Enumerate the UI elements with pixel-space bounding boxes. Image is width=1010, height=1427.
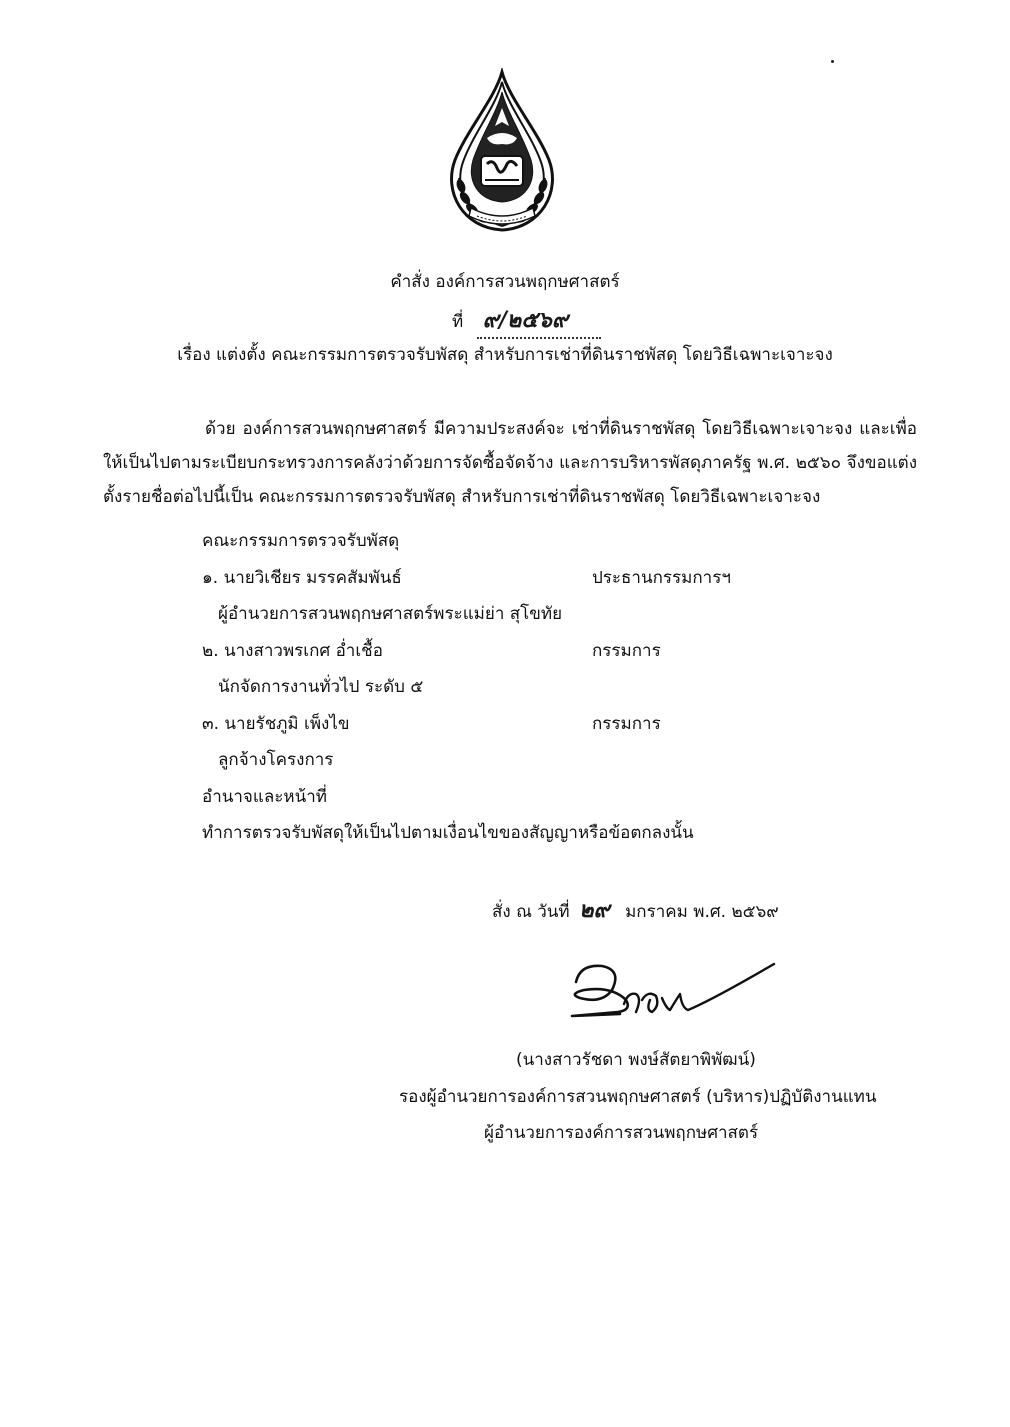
order-date <box>492 892 779 927</box>
member-role: กรรมการ <box>592 714 661 734</box>
signer-name: (นางสาวรัชดา พงษ์สัตยาพิพัฒน์) <box>516 1050 756 1070</box>
order-date-suffix: มกราคม พ.ศ. ๒๕๖๙ <box>625 902 779 922</box>
order-number <box>452 302 601 339</box>
order-date-prefix: สั่ง ณ วันที่ <box>492 902 570 922</box>
preamble-paragraph <box>103 412 917 514</box>
order-title: คำสั่ง องค์การสวนพฤกษศาสตร์ <box>390 272 620 292</box>
botanical-garden-emblem-icon <box>437 68 567 240</box>
committee-heading: คณะกรรมการตรวจรับพัสดุ <box>202 531 400 551</box>
member-position: นักจัดการงานทั่วไป ระดับ ๕ <box>218 677 424 697</box>
member-position: ผู้อำนวยการสวนพฤกษศาสตร์พระแม่ย่า สุโขทัย <box>218 604 563 624</box>
signer-title-line-2: ผู้อำนวยการองค์การสวนพฤกษศาสตร์ <box>484 1123 759 1143</box>
handwritten-signature <box>562 960 778 1030</box>
order-day: ๒๙ <box>579 897 610 923</box>
member-role: ประธานกรรมการฯ <box>592 568 731 588</box>
member-role: กรรมการ <box>592 641 661 661</box>
member-name: ๓. นายรัชภูมิ เพ็งไข <box>202 714 350 734</box>
paragraph-line: ให้เป็นไปตามระเบียบกระทรวงการคลังว่าด้วยการจัดซื้อจัดจ้าง และการบริหารพัสดุภาครัฐ พ.ศ. ๒๕๖๐ จึงขอแต่ง <box>103 453 917 473</box>
signer-title-line-1: รองผู้อำนวยการองค์การสวนพฤกษศาสตร์ (บริหาร)ปฏิบัติงานแทน <box>399 1087 877 1107</box>
member-position: ลูกจ้างโครงการ <box>218 750 334 770</box>
order-subject: เรื่อง แต่งตั้ง คณะกรรมการตรวจรับพัสดุ สำหรับการเช่าที่ดินราชพัสดุ โดยวิธีเฉพาะเจาะจง <box>177 345 833 365</box>
order-number-label: ที่ <box>452 312 464 332</box>
order-number-value: ๙/๒๕๖๙ <box>477 302 601 339</box>
duty-text: ทำการตรวจรับพัสดุให้เป็นไปตามเงื่อนไขของสัญญาหรือข้อตกลงนั้น <box>202 823 694 843</box>
member-name: ๒. นางสาวพรเกศ อ่ำเชื้อ <box>202 641 383 661</box>
paragraph-line: ตั้งรายชื่อต่อไปนี้เป็น คณะกรรมการตรวจรับพัสดุ สำหรับการเช่าที่ดินราชพัสดุ โดยวิธีเฉพาะเจาะจง <box>103 487 821 507</box>
paragraph-line: ด้วย องค์การสวนพฤกษศาสตร์ มีความประสงค์จะ เช่าที่ดินราชพัสดุ โดยวิธีเฉพาะเจาะจง และเพื่อ <box>205 419 917 439</box>
page-speck <box>831 60 834 63</box>
duty-heading: อำนาจและหน้าที่ <box>202 787 327 807</box>
member-name: ๑. นายวิเชียร มรรคสัมพันธ์ <box>202 568 402 588</box>
